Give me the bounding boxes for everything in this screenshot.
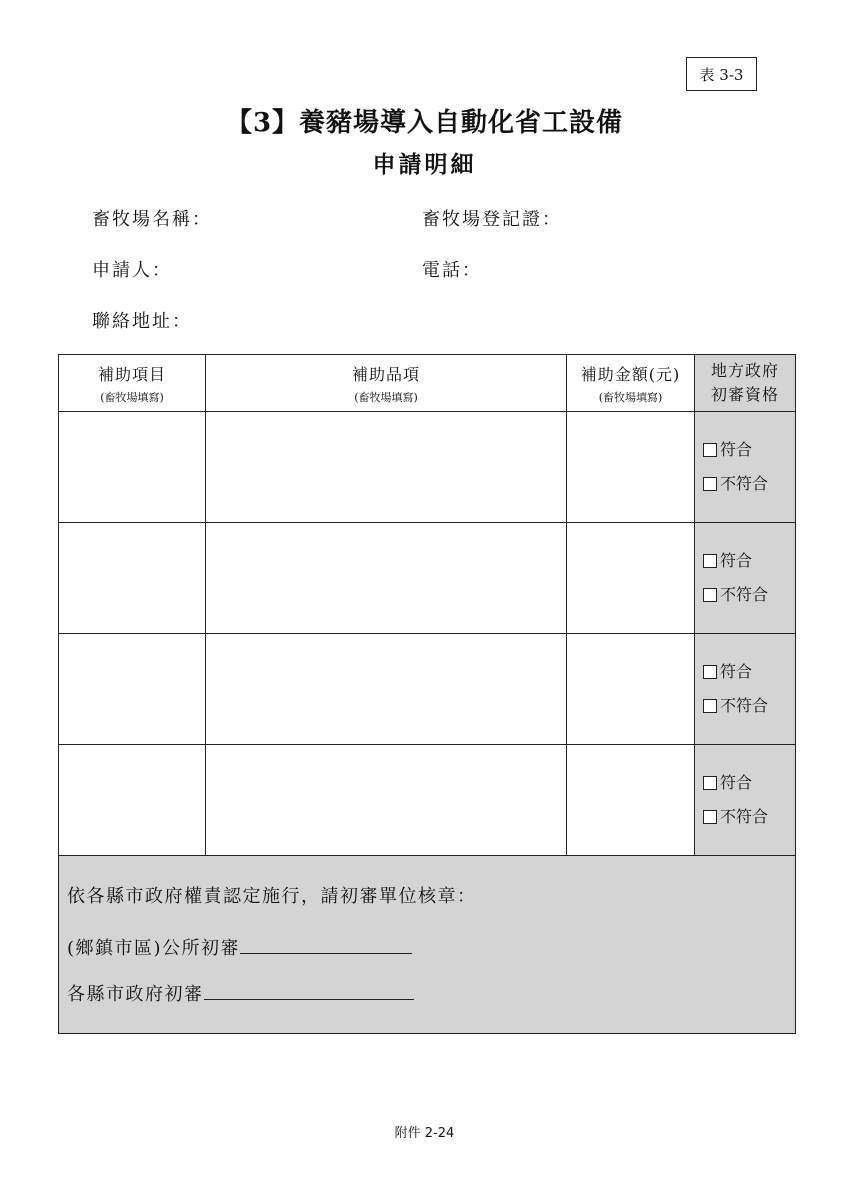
township-review-label: (鄉鎮市區)公所初審 — [67, 938, 241, 959]
pass-option[interactable] — [703, 433, 795, 467]
pass-label: 符合 — [720, 551, 753, 570]
county-review-signature-line[interactable] — [204, 983, 414, 1000]
farm-name-label: 畜牧場名稱： — [92, 209, 212, 230]
application-detail-table — [58, 354, 796, 1034]
fail-label: 不符合 — [720, 696, 769, 715]
page-number: 附件 2-24 — [394, 1126, 455, 1141]
header-label: 補助金額(元) — [580, 364, 681, 384]
item-cell[interactable] — [59, 745, 206, 856]
pass-label: 符合 — [720, 440, 753, 459]
product-cell[interactable] — [206, 634, 567, 745]
pass-option[interactable] — [703, 544, 795, 578]
fail-label: 不符合 — [720, 474, 769, 493]
item-cell[interactable] — [59, 523, 206, 634]
product-cell[interactable] — [206, 523, 567, 634]
checkbox-icon[interactable] — [703, 665, 717, 679]
amount-cell[interactable] — [567, 412, 695, 523]
checkbox-icon[interactable] — [703, 554, 717, 568]
table-number-label: 表 3-3 — [686, 57, 757, 91]
table-row — [59, 412, 796, 523]
footer-statement: 依各縣市政府權責認定施行，請初審單位核章： — [67, 886, 477, 907]
fail-label: 不符合 — [720, 807, 769, 826]
amount-cell[interactable] — [567, 523, 695, 634]
table-row — [59, 745, 796, 856]
checkbox-icon[interactable] — [703, 810, 717, 824]
checkbox-icon[interactable] — [703, 443, 717, 457]
fail-option[interactable] — [703, 689, 795, 723]
product-cell[interactable] — [206, 412, 567, 523]
county-review-line — [67, 980, 795, 1006]
county-review-label: 各縣市政府初審 — [67, 984, 204, 1005]
township-review-signature-line[interactable] — [240, 937, 412, 954]
item-cell[interactable] — [59, 634, 206, 745]
amount-cell[interactable] — [567, 745, 695, 856]
page-subtitle: 申請明細 — [372, 151, 477, 178]
header-subsidy-amount — [567, 355, 695, 412]
header-local-government-review — [695, 355, 796, 412]
header-label: 補助品項 — [351, 364, 420, 384]
checkbox-icon[interactable] — [703, 477, 717, 491]
pass-option[interactable] — [703, 766, 795, 800]
review-cell — [695, 412, 796, 523]
product-cell[interactable] — [206, 745, 567, 856]
header-note: (畜牧場填寫) — [598, 390, 663, 404]
header-subsidy-item — [59, 355, 206, 412]
pass-option[interactable] — [703, 655, 795, 689]
header-review-line1: 地方政府 — [710, 361, 779, 380]
review-cell — [695, 523, 796, 634]
fail-label: 不符合 — [720, 585, 769, 604]
phone-label: 電話： — [422, 260, 482, 281]
header-note: (畜牧場填寫) — [100, 390, 164, 404]
table-row — [59, 634, 796, 745]
farm-registration-label: 畜牧場登記證： — [422, 209, 562, 230]
review-footer — [59, 856, 796, 1034]
checkbox-icon[interactable] — [703, 699, 717, 713]
township-review-line — [67, 934, 795, 980]
header-subsidy-product — [206, 355, 567, 412]
fail-option[interactable] — [703, 578, 795, 612]
header-review-line2: 初審資格 — [710, 385, 779, 404]
review-cell — [695, 745, 796, 856]
checkbox-icon[interactable] — [703, 588, 717, 602]
item-cell[interactable] — [59, 412, 206, 523]
header-note: (畜牧場填寫) — [354, 390, 418, 404]
header-label: 補助項目 — [97, 364, 166, 384]
address-label: 聯絡地址： — [92, 311, 192, 332]
table-row — [59, 523, 796, 634]
applicant-label: 申請人： — [92, 260, 172, 281]
amount-cell[interactable] — [567, 634, 695, 745]
fail-option[interactable] — [703, 800, 795, 834]
review-cell — [695, 634, 796, 745]
pass-label: 符合 — [720, 773, 753, 792]
fail-option[interactable] — [703, 467, 795, 501]
pass-label: 符合 — [720, 662, 753, 681]
checkbox-icon[interactable] — [703, 776, 717, 790]
page-title: 【3】養豬場導入自動化省工設備 — [225, 108, 624, 138]
